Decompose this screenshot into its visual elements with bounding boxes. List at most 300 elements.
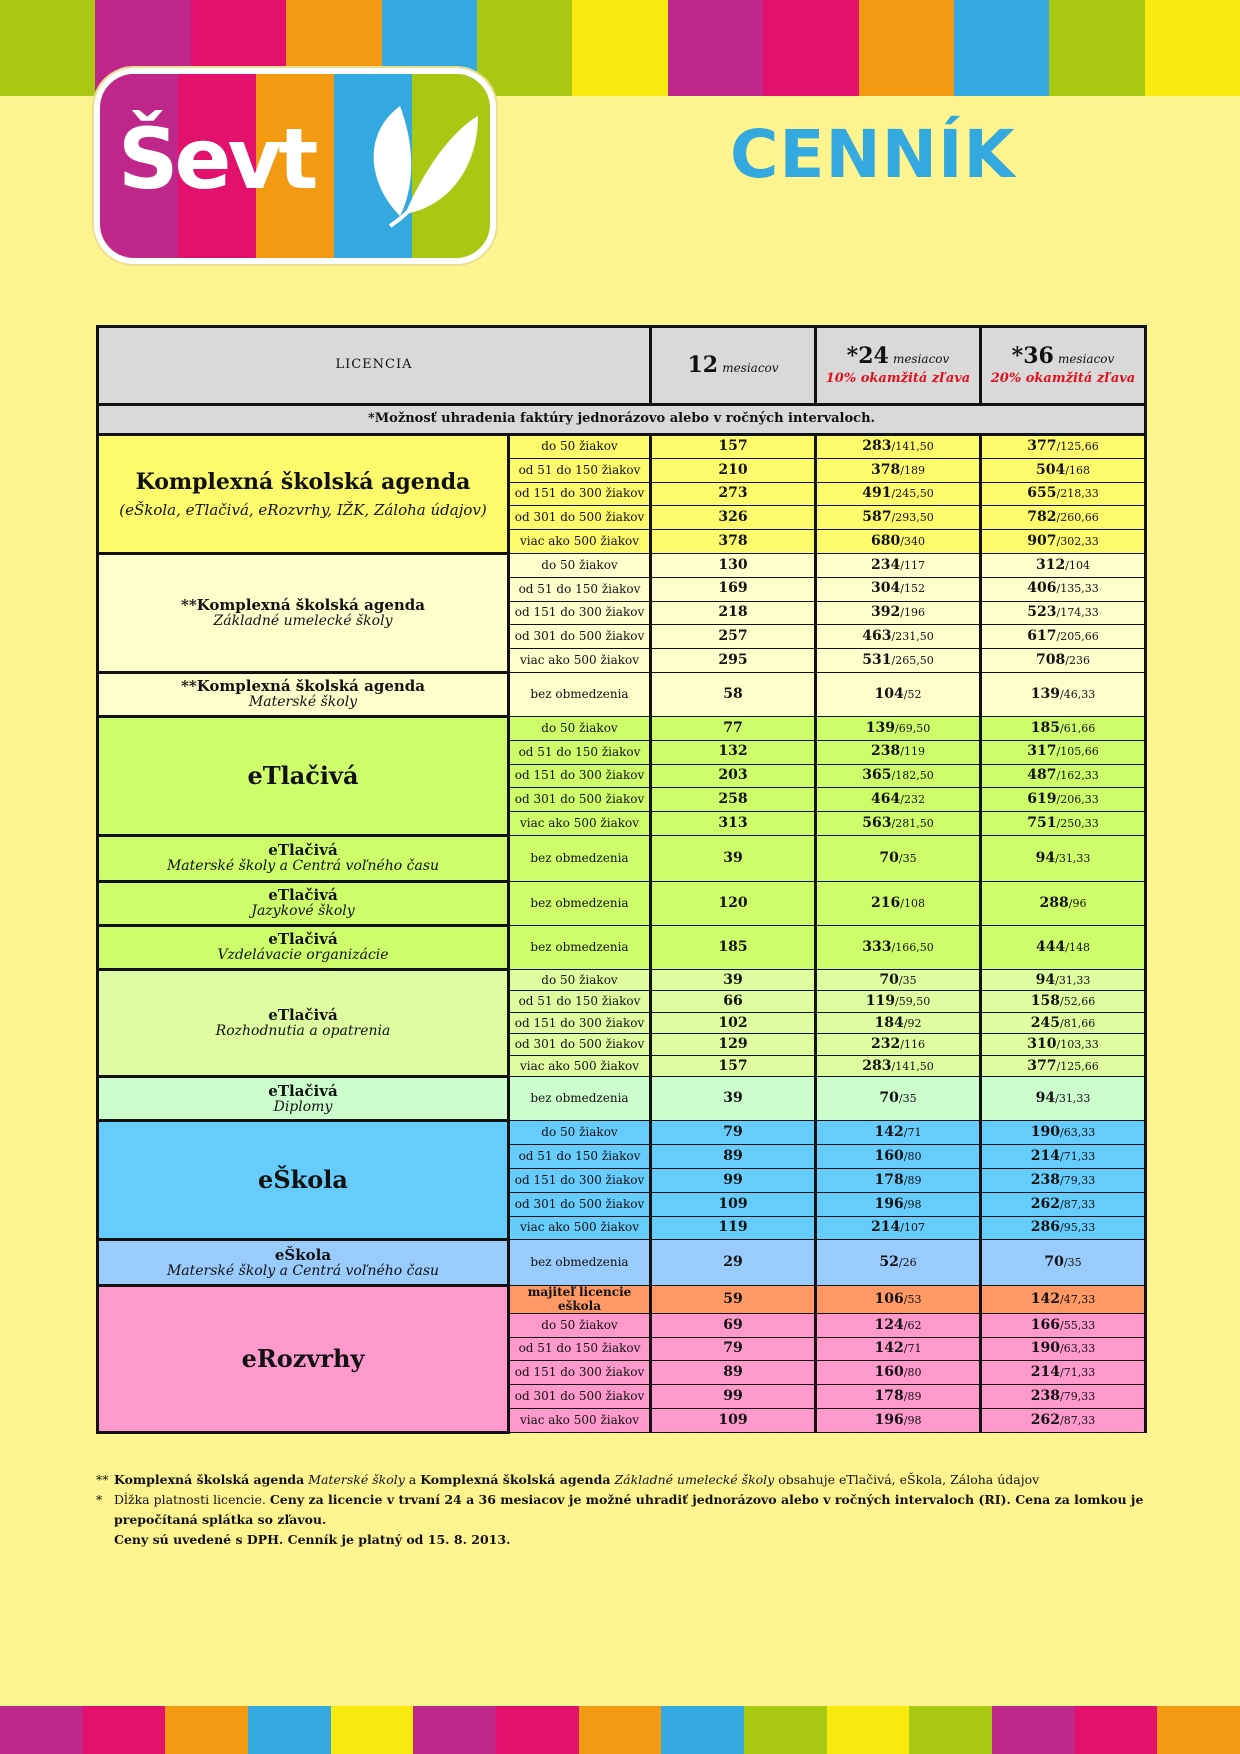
tier-cell: od 51 do 150 žiakov [509, 1145, 651, 1169]
price-12-cell [651, 482, 816, 506]
installment-36: /79,33 [1060, 1389, 1096, 1403]
price-row [98, 925, 1146, 969]
price-24: 587 [862, 509, 892, 526]
tier-cell: bez obmedzenia [509, 925, 651, 969]
tier-cell: od 301 do 500 žiakov [509, 1192, 651, 1216]
product-name: eRozvrhy [241, 1343, 365, 1373]
price-36: 487 [1027, 767, 1057, 784]
header-12-months: 12 mesiacov [651, 327, 816, 405]
price-12-cell [651, 1286, 816, 1313]
price-36-cell [981, 835, 1146, 881]
price-12: 119 [718, 1219, 748, 1236]
tier-cell: od 301 do 500 žiakov [509, 1385, 651, 1409]
installment-36: /148 [1065, 940, 1090, 954]
product-name-cell [98, 553, 509, 672]
price-12-cell [651, 601, 816, 625]
bottom-color-stripes [0, 1706, 1240, 1754]
price-36-cell [981, 764, 1146, 788]
installment-36: /31,33 [1055, 851, 1091, 865]
footnote-1-text [114, 1470, 1039, 1490]
price-row [98, 835, 1146, 881]
installment-36: /236 [1065, 653, 1090, 667]
price-24: 333 [862, 938, 892, 955]
price-row [98, 672, 1146, 716]
product-name-cell [98, 1240, 509, 1286]
price-12-cell [651, 1077, 816, 1121]
price-36: 245 [1030, 1014, 1061, 1031]
price-24-cell [816, 1240, 981, 1286]
installment-36: /71,33 [1060, 1149, 1096, 1163]
tier-cell: bez obmedzenia [509, 1077, 651, 1121]
price-12-cell [651, 625, 816, 649]
price-12-cell [651, 1313, 816, 1337]
price-24-cell [816, 553, 981, 577]
installment-36: /87,33 [1060, 1413, 1096, 1427]
footnote-fragment: Komplexná školská agenda [420, 1472, 611, 1487]
installment-24: /53 [903, 1292, 922, 1306]
installment-36: /104 [1065, 558, 1090, 572]
price-24-cell [816, 835, 981, 881]
product-name: Komplexná školská agenda [196, 595, 425, 614]
price-12: 109 [718, 1411, 748, 1428]
price-12: 99 [723, 1171, 743, 1188]
product-name: eŠkola [274, 1245, 332, 1264]
price-24: 124 [874, 1316, 904, 1333]
price-12: 29 [723, 1254, 743, 1271]
installment-36: /125,66 [1056, 440, 1099, 454]
price-12: 257 [718, 628, 748, 645]
installment-36: /71,33 [1060, 1366, 1096, 1380]
price-24: 531 [862, 651, 892, 668]
price-24-cell [816, 1012, 981, 1034]
price-24-cell [816, 812, 981, 836]
price-12-cell [651, 1361, 816, 1385]
price-36: 142 [1030, 1290, 1061, 1307]
price-24-cell [816, 1313, 981, 1337]
price-24-cell [816, 925, 981, 969]
tier-cell: viac ako 500 žiakov [509, 1409, 651, 1433]
price-36: 619 [1027, 791, 1057, 808]
footnote-fragment: Základné umelecké školy [610, 1472, 775, 1487]
tier-cell: od 151 do 300 žiakov [509, 1169, 651, 1193]
installment-36: /96 [1068, 896, 1087, 910]
price-36: 94 [1035, 1090, 1056, 1107]
footnotes [96, 1470, 1156, 1550]
tier-cell: od 51 do 150 žiakov [509, 991, 651, 1013]
price-12: 89 [723, 1147, 743, 1164]
installment-36: /218,33 [1056, 487, 1099, 501]
price-24-cell [816, 1077, 981, 1121]
price-24-cell [816, 1361, 981, 1385]
installment-24: /231,50 [891, 630, 934, 644]
price-24: 70 [879, 971, 899, 988]
price-24: 70 [879, 849, 899, 866]
footnote-fragment: obsahuje eTlačivá, eŠkola, Záloha údajov [774, 1472, 1040, 1487]
price-24: 178 [874, 1171, 904, 1188]
price-12-cell [651, 716, 816, 740]
price-36-cell [981, 482, 1146, 506]
tier-cell: od 151 do 300 žiakov [509, 1361, 651, 1385]
installment-36: /87,33 [1060, 1197, 1096, 1211]
footnote-2-line2: Ceny sú uvedené s DPH. Cenník je platný od 15. 8. 2013. [114, 1532, 511, 1547]
tier-cell: od 301 do 500 žiakov [509, 788, 651, 812]
price-12: 58 [723, 685, 743, 702]
price-24-cell [816, 649, 981, 673]
price-36-cell [981, 1169, 1146, 1193]
price-12: 313 [718, 814, 748, 831]
installment-36: /162,33 [1056, 769, 1099, 783]
price-24: 106 [874, 1290, 904, 1307]
price-12-cell [651, 672, 816, 716]
tier-cell: viac ako 500 žiakov [509, 530, 651, 554]
installment-36: /168 [1065, 463, 1090, 477]
price-12: 109 [718, 1195, 748, 1212]
price-12-cell [651, 435, 816, 459]
product-subtitle: Základné umelecké školy [213, 612, 393, 629]
page-title: CENNÍK [730, 116, 1016, 193]
installment-36: /81,66 [1060, 1016, 1096, 1030]
price-24: 463 [862, 628, 892, 645]
installment-36: /46,33 [1060, 687, 1096, 701]
price-24-cell [816, 740, 981, 764]
price-12-cell [651, 1409, 816, 1433]
price-row [98, 1077, 1146, 1121]
price-24: 119 [865, 993, 896, 1009]
footnote-fragment: Dĺžka platnosti licencie. [114, 1492, 270, 1507]
tier-cell: od 301 do 500 žiakov [509, 625, 651, 649]
product-name: eTlačivá [268, 1081, 338, 1100]
price-12: 39 [723, 849, 743, 866]
installment-36: /35 [1063, 1256, 1082, 1270]
price-12: 69 [723, 1316, 743, 1333]
discount-24: 10% okamžitá zľava [825, 371, 971, 387]
price-12: 203 [718, 767, 748, 784]
price-12: 132 [718, 743, 748, 760]
tier-cell: od 151 do 300 žiakov [509, 482, 651, 506]
tier-cell: do 50 žiakov [509, 716, 651, 740]
price-12: 378 [718, 532, 748, 549]
price-24: 680 [871, 532, 901, 549]
price-36-cell [981, 1313, 1146, 1337]
installment-36: /95,33 [1060, 1221, 1096, 1235]
installment-24: /232 [900, 793, 925, 807]
installment-36: /260,66 [1056, 511, 1099, 525]
product-prefix: ** [181, 677, 197, 696]
price-12: 210 [718, 461, 748, 478]
price-12-cell [651, 788, 816, 812]
price-row [98, 1286, 1146, 1313]
price-24: 283 [862, 438, 892, 455]
installment-24: /98 [903, 1413, 922, 1427]
product-subtitle: Materské školy [248, 694, 358, 711]
price-36-cell [981, 812, 1146, 836]
price-24: 160 [874, 1147, 904, 1164]
price-36-cell [981, 1145, 1146, 1169]
installment-24: /281,50 [891, 816, 934, 830]
installment-24: /117 [900, 558, 925, 572]
price-36: 288 [1039, 894, 1069, 911]
price-12: 77 [723, 719, 743, 736]
price-24-cell [816, 1409, 981, 1433]
price-36: 617 [1027, 628, 1057, 645]
price-12-cell [651, 1216, 816, 1240]
installment-24: /35 [898, 973, 917, 987]
installment-36: /205,66 [1056, 630, 1099, 644]
installment-24: /265,50 [891, 653, 934, 667]
tier-cell: do 50 žiakov [509, 1313, 651, 1337]
product-name-cell [98, 1286, 509, 1432]
price-12-cell [651, 649, 816, 673]
price-36-cell [981, 1034, 1146, 1056]
price-24-cell [816, 672, 981, 716]
price-36-cell [981, 1077, 1146, 1121]
price-24-cell [816, 716, 981, 740]
price-24-cell [816, 435, 981, 459]
price-36: 504 [1036, 461, 1066, 478]
price-12-cell [651, 740, 816, 764]
price-36: 262 [1030, 1195, 1061, 1212]
installment-36: /125,66 [1056, 1059, 1099, 1073]
product-name-cell [98, 1077, 509, 1121]
price-row [98, 881, 1146, 925]
price-24-cell [816, 577, 981, 601]
price-12-cell [651, 1385, 816, 1409]
price-12: 157 [718, 438, 748, 455]
price-24: 232 [871, 1036, 901, 1052]
installment-24: /116 [900, 1038, 925, 1051]
price-12-cell [651, 553, 816, 577]
price-36: 214 [1030, 1364, 1061, 1381]
price-36: 377 [1027, 438, 1057, 455]
price-36-cell [981, 672, 1146, 716]
installment-24: /80 [903, 1149, 922, 1163]
price-24: 196 [874, 1195, 904, 1212]
installment-24: /98 [903, 1197, 922, 1211]
price-36-cell [981, 530, 1146, 554]
installment-36: /61,66 [1060, 721, 1096, 735]
tier-cell: od 51 do 150 žiakov [509, 1337, 651, 1361]
tier-cell: od 151 do 300 žiakov [509, 764, 651, 788]
price-24: 104 [874, 685, 904, 702]
price-12: 79 [723, 1124, 743, 1141]
price-24-cell [816, 601, 981, 625]
price-36-cell [981, 1385, 1146, 1409]
discount-36: 20% okamžitá zľava [990, 371, 1136, 387]
price-36: 190 [1030, 1340, 1061, 1357]
price-36-cell [981, 553, 1146, 577]
installment-36: /52,66 [1060, 995, 1096, 1008]
price-24-cell [816, 764, 981, 788]
price-12: 157 [718, 1057, 748, 1074]
product-name-cell [98, 881, 509, 925]
tier-cell: od 51 do 150 žiakov [509, 458, 651, 482]
tier-cell: od 301 do 500 žiakov [509, 506, 651, 530]
tier-cell: do 50 žiakov [509, 553, 651, 577]
price-12-cell [651, 1012, 816, 1034]
installment-24: /26 [898, 1256, 917, 1270]
price-12: 39 [723, 1090, 743, 1107]
product-subtitle: Jazykové školy [251, 903, 355, 920]
price-36-cell [981, 788, 1146, 812]
header-36-months: *36 mesiacov 20% okamžitá zľava [981, 327, 1146, 405]
installment-24: /189 [900, 463, 925, 477]
tier-cell: od 151 do 300 žiakov [509, 601, 651, 625]
installment-24: /340 [900, 534, 925, 548]
price-36-cell [981, 625, 1146, 649]
price-24: 238 [871, 743, 901, 760]
tier-cell: viac ako 500 žiakov [509, 812, 651, 836]
tier-cell: od 51 do 150 žiakov [509, 740, 651, 764]
price-24-cell [816, 506, 981, 530]
installment-24: /107 [900, 1221, 925, 1235]
product-prefix: ** [181, 595, 197, 614]
installment-24: /35 [898, 851, 917, 865]
product-name: Komplexná školská agenda [135, 468, 471, 495]
price-24: 234 [871, 556, 901, 573]
installment-24: /152 [900, 582, 925, 596]
product-name-cell [98, 835, 509, 881]
installment-36: /174,33 [1056, 606, 1099, 620]
product-name: eTlačivá [268, 841, 338, 860]
price-36: 238 [1030, 1387, 1061, 1404]
price-36-cell [981, 1216, 1146, 1240]
price-12: 99 [723, 1387, 743, 1404]
price-24: 464 [871, 791, 901, 808]
price-12-cell [651, 577, 816, 601]
price-36: 238 [1030, 1171, 1061, 1188]
installment-24: /69,50 [895, 721, 931, 735]
price-12-cell [651, 1337, 816, 1361]
price-12-cell [651, 1034, 816, 1056]
price-12-cell [651, 835, 816, 881]
installment-24: /196 [900, 606, 925, 620]
price-12-cell [651, 1121, 816, 1145]
installment-24: /245,50 [891, 487, 934, 501]
product-name: eTlačivá [268, 886, 338, 905]
price-12: 79 [723, 1340, 743, 1357]
product-subtitle: (eŠkola, eTlačivá, eRozvrhy, IŽK, Záloha údajov) [119, 500, 487, 519]
price-36-cell [981, 1361, 1146, 1385]
price-24: 283 [862, 1057, 892, 1074]
price-12: 258 [718, 791, 748, 808]
price-36-cell [981, 1012, 1146, 1034]
price-12-cell [651, 925, 816, 969]
installment-24: /92 [903, 1016, 922, 1030]
product-subtitle: Vzdelávacie organizácie [217, 947, 389, 964]
price-36-cell [981, 1192, 1146, 1216]
price-row [98, 1121, 1146, 1145]
price-36: 158 [1030, 993, 1061, 1009]
price-12: 326 [718, 509, 748, 526]
price-24: 216 [871, 894, 901, 911]
product-subtitle: Materské školy a Centrá voľného času [166, 1262, 440, 1279]
price-24-cell [816, 482, 981, 506]
price-12-cell [651, 764, 816, 788]
price-row [98, 716, 1146, 740]
payment-note: *Možnosť uhradenia faktúry jednorázovo alebo v ročných intervaloch. [98, 405, 1146, 435]
price-24-cell [816, 1192, 981, 1216]
footnote-double-star: ** Komplexná školská agenda Materské školy a Komplexná školská agenda Základné umelecké školy obsahuje eTlačivá, eŠkola, Záloha údajov [96, 1470, 1156, 1490]
price-12: 130 [718, 556, 748, 573]
product-name: eŠkola [258, 1165, 348, 1195]
installment-36: /206,33 [1056, 793, 1099, 807]
price-24: 142 [874, 1340, 904, 1357]
price-12-cell [651, 991, 816, 1013]
price-24-cell [816, 1337, 981, 1361]
price-24-cell [816, 881, 981, 925]
price-12: 59 [723, 1290, 743, 1307]
price-12-cell [651, 1240, 816, 1286]
installment-36: /302,33 [1056, 534, 1099, 548]
price-24-cell [816, 530, 981, 554]
price-36: 185 [1030, 719, 1061, 736]
price-12-cell [651, 1145, 816, 1169]
price-36-cell [981, 1240, 1146, 1286]
installment-24: /89 [903, 1173, 922, 1187]
product-name: eTlačivá [247, 760, 359, 790]
price-24: 214 [871, 1219, 901, 1236]
price-table [96, 325, 1147, 1434]
price-24: 160 [874, 1364, 904, 1381]
product-subtitle: Materské školy a Centrá voľného času [166, 858, 440, 875]
price-12: 102 [718, 1014, 748, 1031]
price-36: 406 [1027, 580, 1057, 597]
price-36-cell [981, 649, 1146, 673]
installment-36: /105,66 [1056, 745, 1099, 759]
price-36: 94 [1035, 971, 1056, 988]
price-36-cell [981, 1337, 1146, 1361]
installment-36: /31,33 [1055, 1092, 1091, 1106]
installment-24: /62 [903, 1318, 922, 1332]
price-24-cell [816, 458, 981, 482]
price-36-cell [981, 1121, 1146, 1145]
price-24: 70 [879, 1090, 899, 1107]
tier-cell: viac ako 500 žiakov [509, 1055, 651, 1077]
price-24: 392 [871, 604, 901, 621]
price-36-cell [981, 925, 1146, 969]
price-row [98, 1240, 1146, 1286]
product-name-cell [98, 435, 509, 554]
installment-36: /250,33 [1056, 816, 1099, 830]
product-name-cell [98, 1121, 509, 1240]
price-12: 89 [723, 1364, 743, 1381]
price-36-cell [981, 601, 1146, 625]
price-36-cell [981, 716, 1146, 740]
price-36: 751 [1027, 814, 1057, 831]
header-24-months: *24 mesiacov 10% okamžitá zľava [816, 327, 981, 405]
installment-24: /59,50 [895, 995, 931, 1008]
price-36: 708 [1036, 651, 1066, 668]
price-row [98, 553, 1146, 577]
price-36-cell [981, 435, 1146, 459]
price-36-cell [981, 1055, 1146, 1077]
installment-36: /135,33 [1056, 582, 1099, 596]
price-12: 39 [723, 971, 743, 988]
price-12-cell [651, 969, 816, 991]
price-24-cell [816, 1385, 981, 1409]
installment-24: /166,50 [891, 940, 934, 954]
tier-cell: bez obmedzenia [509, 835, 651, 881]
installment-24: /52 [903, 687, 922, 701]
price-12-cell [651, 458, 816, 482]
price-36-cell [981, 969, 1146, 991]
tier-cell: bez obmedzenia [509, 672, 651, 716]
price-36: 139 [1030, 685, 1061, 702]
price-36-cell [981, 506, 1146, 530]
price-12-cell [651, 1169, 816, 1193]
price-36-cell [981, 1286, 1146, 1313]
price-36-cell [981, 740, 1146, 764]
